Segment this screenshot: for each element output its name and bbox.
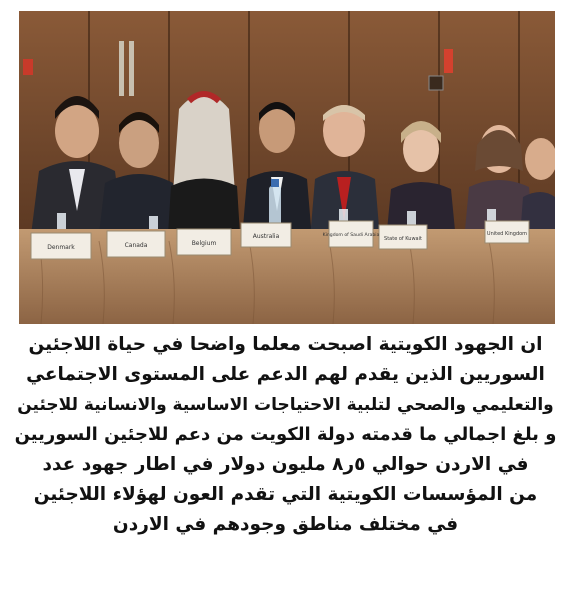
plate-belgium: Belgium [191,240,217,247]
caption-line: في مختلف مناطق وجودهم في الاردن [112,514,459,535]
caption-line: من المؤسسات الكويتية التي تقدم العون لهؤلاء اللاجئين [33,484,538,505]
caption-line: والتعليمي والصحي لتلبية الاحتياجات الاساسية والانسانية للاجئين [17,395,554,415]
conference-photo [19,11,555,324]
caption-text [10,330,561,592]
plate-denmark: Denmark [47,244,75,251]
caption-line: في الاردن حوالي ٥ر٨ مليون دولار في اطار جهود عدد [42,454,529,475]
caption-line: السوريين الذين يقدم لهم الدعم على المستوى الاجتماعي [26,364,545,385]
plate-saudi-arabia: Kingdom of Saudi Arabia [322,233,380,238]
conference-photo-illustration [19,11,555,324]
plate-canada: Canada [124,242,148,249]
caption-line: ان الجهود الكويتية اصبحت معلما واضحا في حياة اللاجئين [28,334,543,355]
plate-united-kingdom: United Kingdom [486,231,528,237]
plate-australia: Australia [252,233,280,240]
plate-kuwait: State of Kuwait [384,236,422,242]
caption-line: و بلغ اجمالي ما قدمته دولة الكويت من دعم للاجئين السوريين [14,424,557,445]
